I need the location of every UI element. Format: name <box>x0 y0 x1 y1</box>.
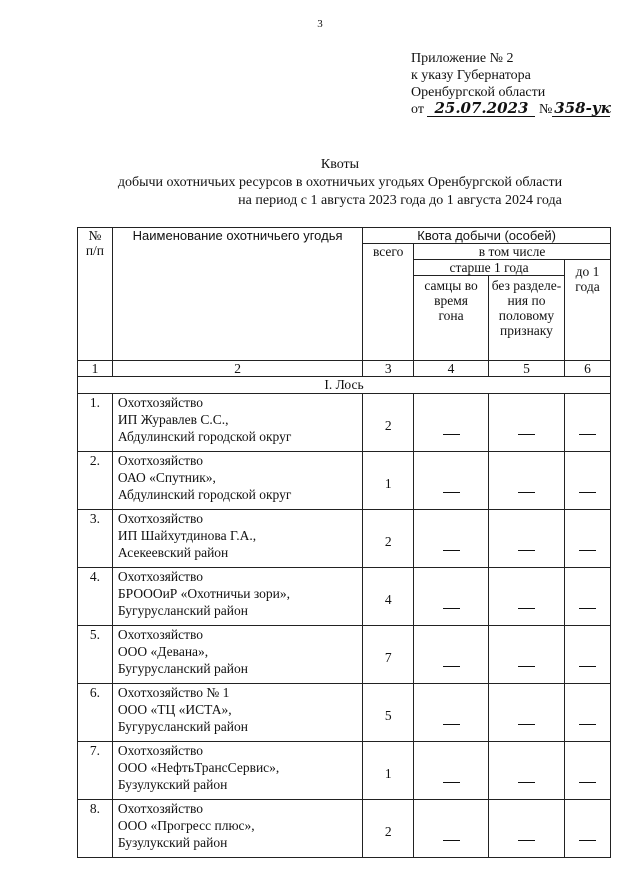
hunting-ground-name <box>112 626 362 684</box>
row-number: 5. <box>78 626 113 684</box>
quota-total: 1 <box>363 452 414 510</box>
dash-mark <box>579 724 596 725</box>
quota-under-dash <box>564 800 610 858</box>
dash-mark <box>443 550 460 551</box>
row-number: 3. <box>78 510 113 568</box>
ground-district: Бугурусланский район <box>117 603 248 618</box>
handwritten-number: 358-ук <box>554 99 611 117</box>
ground-type: Охотхозяйство <box>117 511 204 526</box>
quota-no-sex-dash <box>488 800 564 858</box>
hunting-ground-name <box>112 742 362 800</box>
quota-under-dash <box>564 452 610 510</box>
ground-owner: БРОООиР «Охотничьи зори», <box>117 586 290 601</box>
quota-males-dash <box>414 684 489 742</box>
dash-mark <box>579 840 596 841</box>
appendix-region: Оренбургской области <box>411 85 546 100</box>
table-row <box>78 510 611 568</box>
ground-owner: ООО «Девана», <box>117 644 209 659</box>
row-number: 1. <box>78 394 113 452</box>
page-number: 3 <box>317 18 323 30</box>
quota-no-sex-dash <box>488 568 564 626</box>
quota-under-dash <box>564 510 610 568</box>
dash-mark <box>443 434 460 435</box>
ground-owner: ИП Журавлев С.С., <box>117 412 229 427</box>
appendix-header <box>411 50 610 118</box>
header-quota: Квота добычи (особей) <box>363 228 611 244</box>
table-row <box>78 742 611 800</box>
ground-district: Абдулинский городской округ <box>117 429 292 444</box>
quota-total: 2 <box>363 510 414 568</box>
quota-total: 2 <box>363 800 414 858</box>
dash-mark <box>579 782 596 783</box>
dash-mark <box>518 608 535 609</box>
ground-district: Бузулукский район <box>117 777 228 792</box>
header-including: в том числе <box>414 244 611 260</box>
quota-under-dash <box>564 626 610 684</box>
quota-males-dash <box>414 394 489 452</box>
quota-males-dash <box>414 568 489 626</box>
hunting-ground-name <box>112 452 362 510</box>
row-number: 8. <box>78 800 113 858</box>
dash-mark <box>518 724 535 725</box>
title-line-3: на период с 1 августа 2023 года до 1 августа 2024 года <box>238 193 562 208</box>
table-row <box>78 394 611 452</box>
table-row <box>78 684 611 742</box>
quota-under-dash <box>564 394 610 452</box>
dash-mark <box>579 666 596 667</box>
dash-mark <box>443 782 460 783</box>
row-number: 2. <box>78 452 113 510</box>
dash-mark <box>579 492 596 493</box>
hunting-ground-name <box>112 510 362 568</box>
ground-district: Абдулинский городской округ <box>117 487 292 502</box>
column-number: 6 <box>564 361 610 377</box>
header-num: № п/п <box>78 228 113 361</box>
title-line-1: Квоты <box>320 157 360 172</box>
column-number: 1 <box>78 361 113 377</box>
column-number: 5 <box>488 361 564 377</box>
dash-mark <box>518 434 535 435</box>
title-line-2: добычи охотничьих ресурсов в охотничьих угодьях Оренбургской области <box>117 175 563 190</box>
quota-males-dash <box>414 452 489 510</box>
column-number: 3 <box>363 361 414 377</box>
quota-males-dash <box>414 800 489 858</box>
hunting-ground-name <box>112 394 362 452</box>
quota-total: 4 <box>363 568 414 626</box>
quota-no-sex-dash <box>488 684 564 742</box>
ground-owner: ООО «НефтьТрансСервис», <box>117 760 280 775</box>
quota-no-sex-dash <box>488 452 564 510</box>
ground-owner: ИП Шайхутдинова Г.А., <box>117 528 257 543</box>
hunting-ground-name <box>112 568 362 626</box>
table-row <box>78 568 611 626</box>
quota-under-dash <box>564 568 610 626</box>
dash-mark <box>518 840 535 841</box>
quota-no-sex-dash <box>488 394 564 452</box>
quota-total: 7 <box>363 626 414 684</box>
quota-total: 1 <box>363 742 414 800</box>
number-prefix: № <box>538 102 553 117</box>
ground-district: Бугурусланский район <box>117 719 248 734</box>
row-number: 4. <box>78 568 113 626</box>
quota-males-dash <box>414 626 489 684</box>
document-title <box>60 156 620 210</box>
ground-type: Охотхозяйство <box>117 569 204 584</box>
quota-total: 5 <box>363 684 414 742</box>
dash-mark <box>579 550 596 551</box>
dash-mark <box>443 492 460 493</box>
ground-district: Бугурусланский район <box>117 661 248 676</box>
dash-mark <box>579 434 596 435</box>
ground-owner: ООО «Прогресс плюс», <box>117 818 255 833</box>
ground-type: Охотхозяйство <box>117 453 204 468</box>
dash-mark <box>443 724 460 725</box>
quota-no-sex-dash <box>488 510 564 568</box>
date-prefix: от <box>411 102 424 117</box>
dash-mark <box>443 840 460 841</box>
quota-under-dash <box>564 684 610 742</box>
appendix-title: Приложение № 2 <box>411 51 514 66</box>
header-older: старше 1 года <box>414 260 565 276</box>
column-number: 4 <box>414 361 489 377</box>
dash-mark <box>518 492 535 493</box>
row-number: 6. <box>78 684 113 742</box>
ground-type: Охотхозяйство № 1 <box>117 685 230 700</box>
quota-under-dash <box>564 742 610 800</box>
hunting-ground-name <box>112 684 362 742</box>
header-name: Наименование охотничьего угодья <box>112 228 362 361</box>
table-row <box>78 452 611 510</box>
dash-mark <box>579 608 596 609</box>
row-number: 7. <box>78 742 113 800</box>
appendix-date-line <box>411 101 610 118</box>
hunting-ground-name <box>112 800 362 858</box>
quota-no-sex-dash <box>488 742 564 800</box>
dash-mark <box>518 782 535 783</box>
ground-district: Асекеевский район <box>117 545 229 560</box>
dash-mark <box>518 666 535 667</box>
header-under: до 1 года <box>564 260 610 361</box>
quota-males-dash <box>414 510 489 568</box>
quota-total: 2 <box>363 394 414 452</box>
quota-table <box>77 227 611 858</box>
ground-type: Охотхозяйство <box>117 743 204 758</box>
column-number: 2 <box>112 361 362 377</box>
handwritten-date: 25.07.2023 <box>427 101 535 117</box>
ground-type: Охотхозяйство <box>117 627 204 642</box>
column-numbers-row <box>78 361 611 377</box>
ground-type: Охотхозяйство <box>117 801 204 816</box>
ground-district: Бузулукский район <box>117 835 228 850</box>
ground-type: Охотхозяйство <box>117 395 204 410</box>
header-no-sex: без разделе-ния по половому признаку <box>488 276 564 361</box>
header-total: всего <box>363 244 414 361</box>
dash-mark <box>518 550 535 551</box>
ground-owner: ООО «ТЦ «ИСТА», <box>117 702 232 717</box>
table-row <box>78 626 611 684</box>
dash-mark <box>443 608 460 609</box>
quota-no-sex-dash <box>488 626 564 684</box>
dash-mark <box>443 666 460 667</box>
quota-males-dash <box>414 742 489 800</box>
header-males: самцы во время гона <box>414 276 489 361</box>
ground-owner: ОАО «Спутник», <box>117 470 216 485</box>
table-row <box>78 800 611 858</box>
section-title: I. Лось <box>78 377 611 394</box>
appendix-decree: к указу Губернатора <box>411 68 531 83</box>
